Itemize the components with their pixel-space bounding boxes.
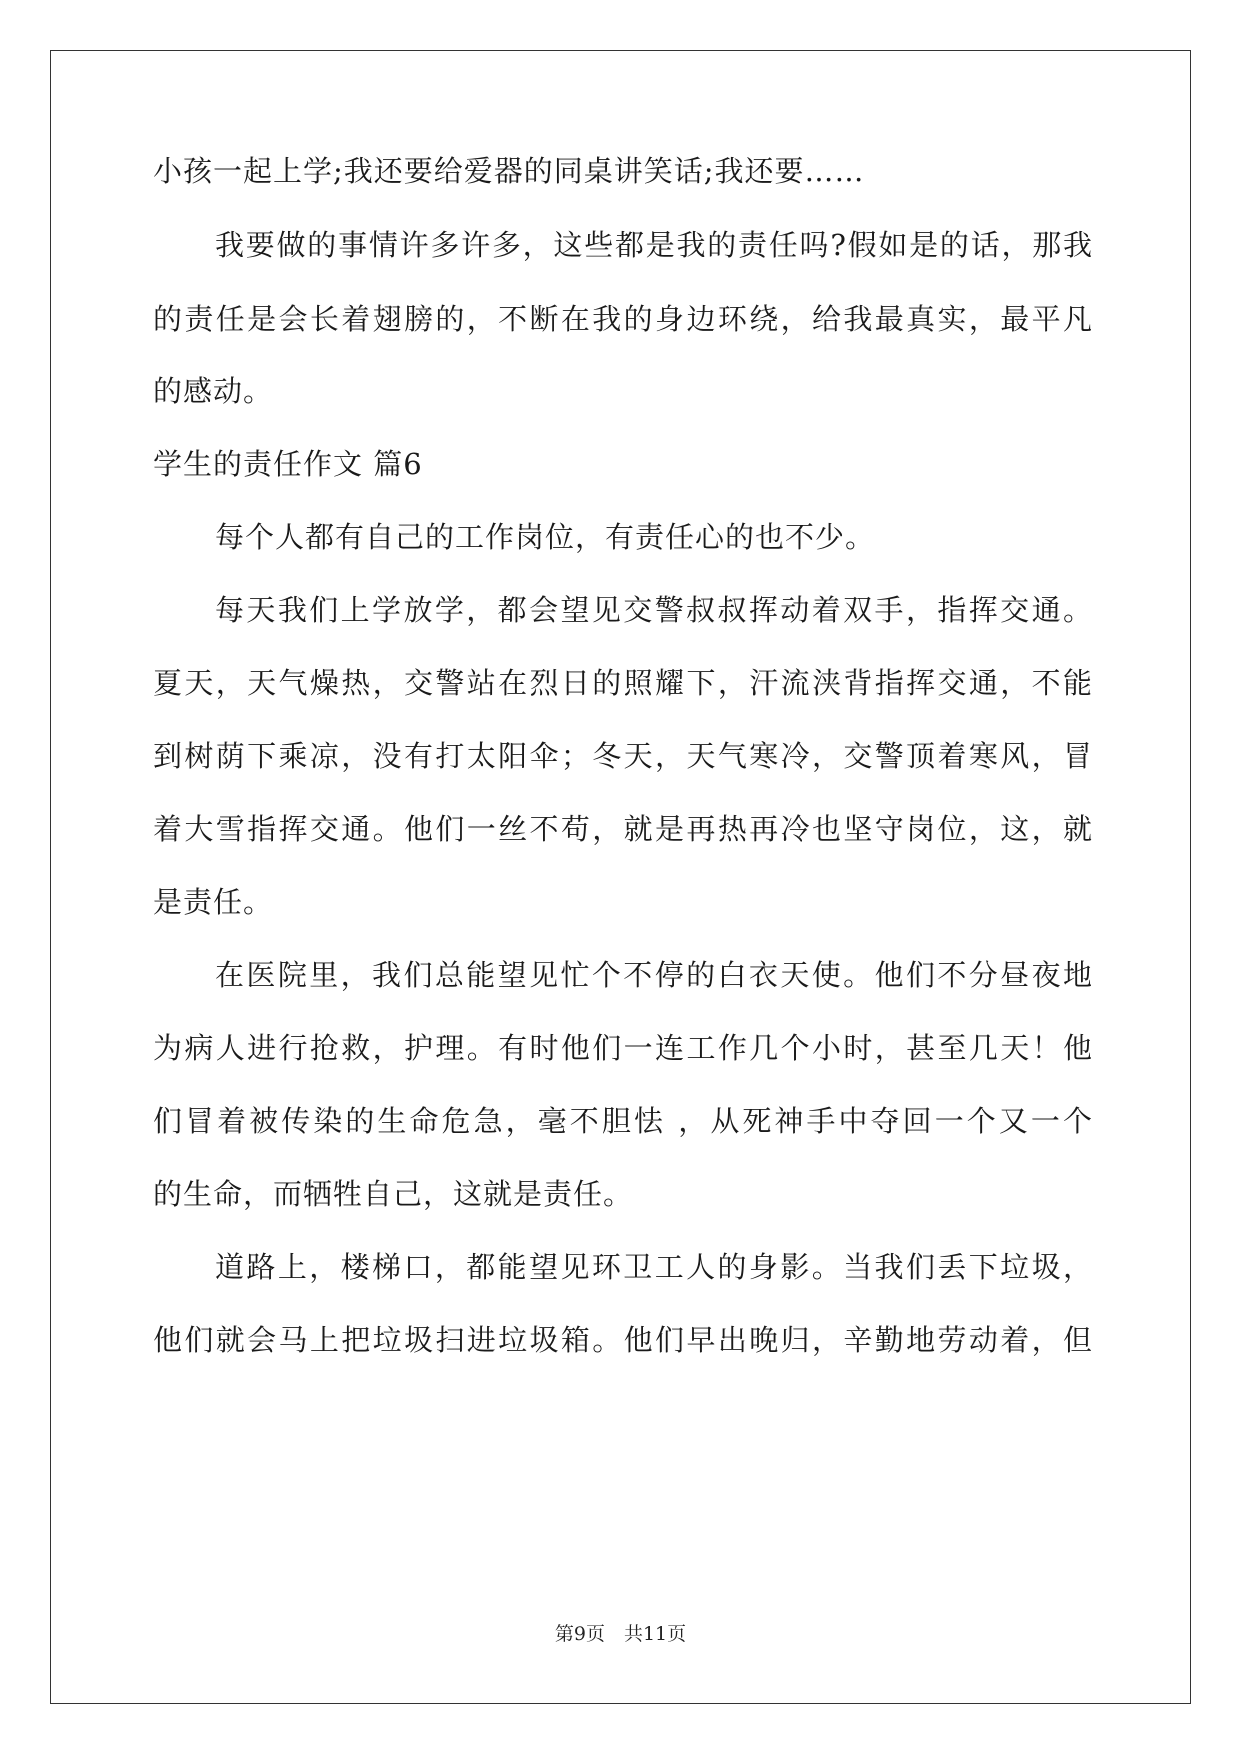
paragraph-line: 他们就会马上把垃圾扫进垃圾箱。他们早出晚归，辛勤地劳动着，但 xyxy=(153,1323,1093,1357)
paragraph-line: 我要做的事情许多许多，这些都是我的责任吗?假如是的话，那我 xyxy=(215,228,1093,262)
paragraph-line: 的责任是会长着翅膀的，不断在我的身边环绕，给我最真实，最平凡 xyxy=(153,302,1093,336)
paragraph-line: 的生命，而牺牲自己，这就是责任。 xyxy=(153,1177,634,1211)
paragraph-line: 们冒着被传染的生命危急，毫不胆怯 ，从死神手中夺回一个又一个 xyxy=(153,1104,1093,1138)
paragraph-line: 夏天，天气燥热，交警站在烈日的照耀下，汗流浃背指挥交通，不能 xyxy=(153,666,1093,700)
paragraph-line: 每个人都有自己的工作岗位，有责任心的也不少。 xyxy=(215,520,876,554)
text-line: 小孩一起上学;我还要给爱器的同桌讲笑话;我还要…… xyxy=(153,154,865,188)
page-number: 第9页 共11页 xyxy=(554,1623,687,1645)
paragraph-line: 是责任。 xyxy=(153,885,274,919)
section-heading: 学生的责任作文 篇6 xyxy=(153,447,423,481)
paragraph-line: 着大雪指挥交通。他们一丝不苟，就是再热再冷也坚守岗位，这，就 xyxy=(153,812,1093,846)
paragraph-line: 的感动。 xyxy=(153,374,274,408)
paragraph-line: 为病人进行抢救，护理。有时他们一连工作几个小时，甚至几天！他 xyxy=(153,1031,1093,1065)
paragraph-line: 道路上，楼梯口，都能望见环卫工人的身影。当我们丢下垃圾， xyxy=(215,1250,1093,1284)
paragraph-line: 每天我们上学放学，都会望见交警叔叔挥动着双手，指挥交通。 xyxy=(215,593,1093,627)
paragraph-line: 到树荫下乘凉，没有打太阳伞；冬天，天气寒冷，交警顶着寒风，冒 xyxy=(153,739,1093,773)
paragraph-line: 在医院里，我们总能望见忙个不停的白衣天使。他们不分昼夜地 xyxy=(215,958,1093,992)
